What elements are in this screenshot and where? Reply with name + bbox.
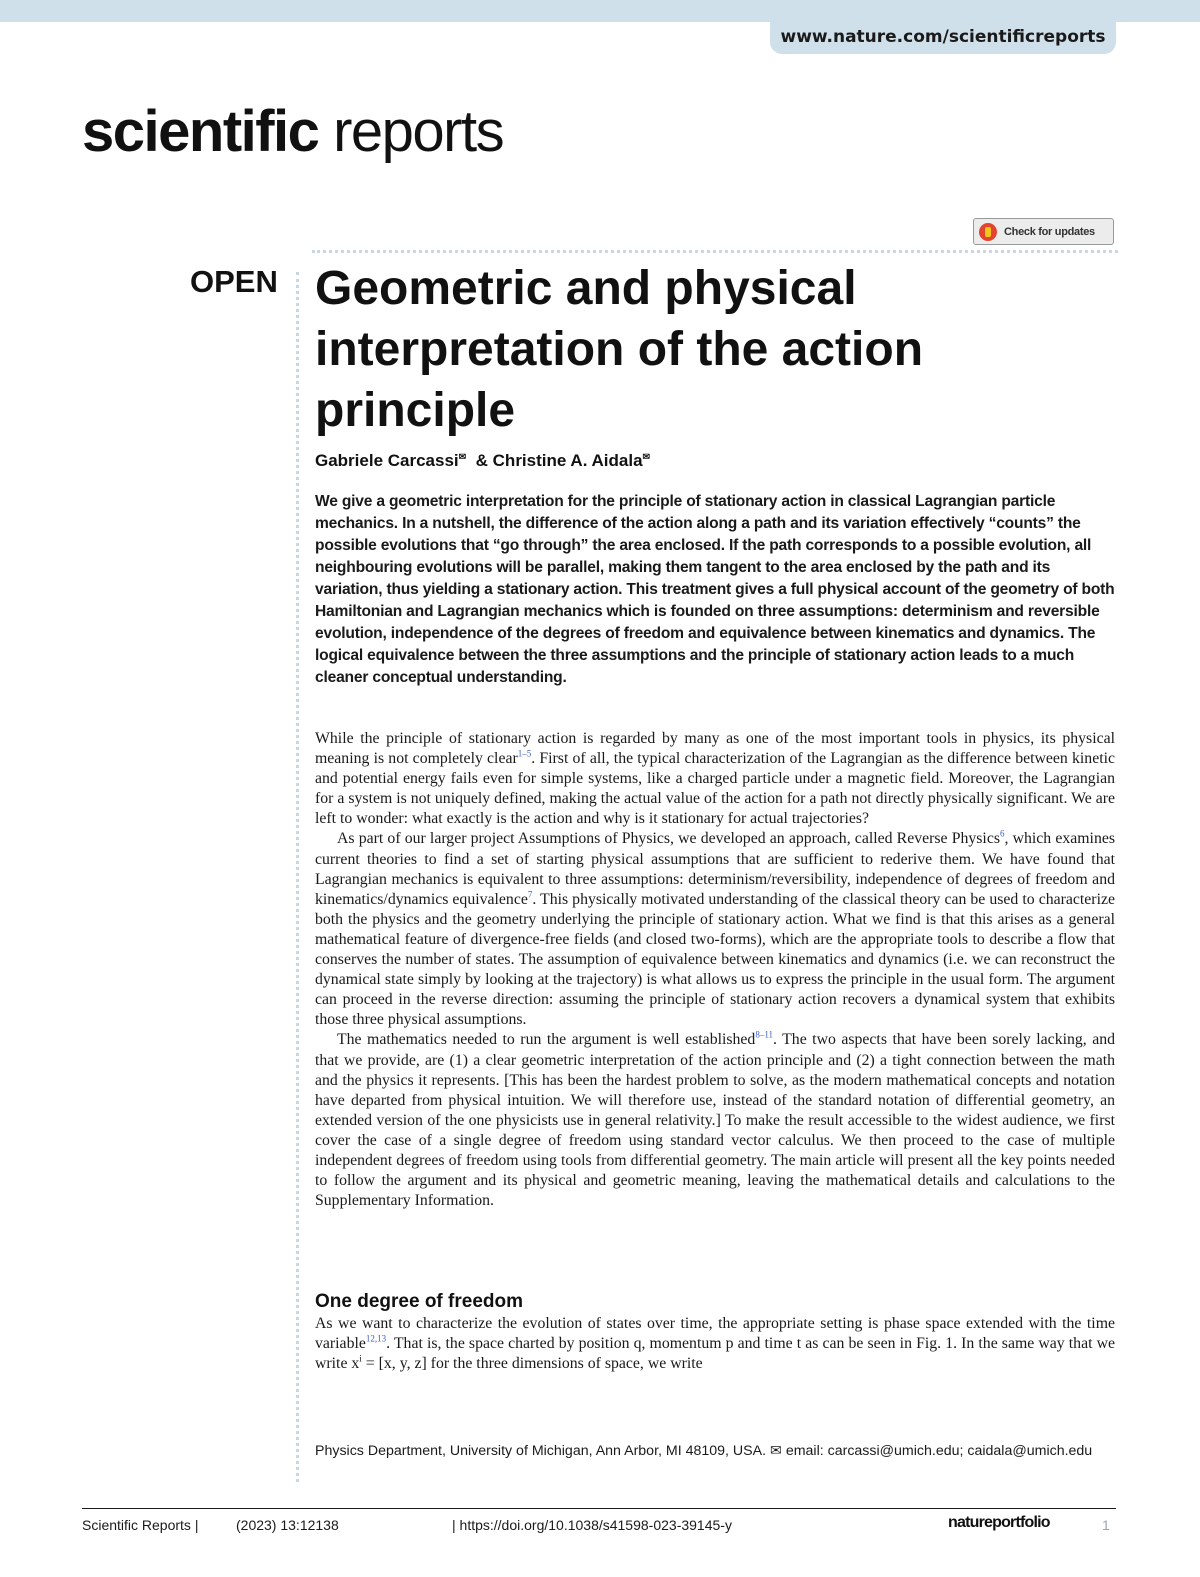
check-for-updates-button[interactable] xyxy=(973,218,1114,245)
introduction xyxy=(315,729,1115,1211)
journal-logo xyxy=(82,98,503,165)
page-number: 1 xyxy=(1102,1517,1110,1533)
text: = [x, y, z] for the three dimensions of space, we write xyxy=(361,1355,703,1373)
email-icon[interactable]: ✉ xyxy=(642,451,651,462)
text: . That is, the space charted by position q, momentum p and time t as can be seen in Fig. 1. In the same way that we write x xyxy=(315,1335,1115,1373)
dotted-rule-horizontal xyxy=(312,250,1118,253)
paragraph xyxy=(315,829,1115,1030)
text: . First of all, the typical characterization of the Lagrangian as the difference between kinetic and potential energy fails even for simple systems, like a charged particle under a magnetic field. Moreover, the Lagrangian for a system is not uniquely defined, making the actual value of the action for a path not directly physically significant. We are left to wonder: what exactly is the action and why is it stationary for actual trajectories? xyxy=(315,750,1115,828)
footer-rule xyxy=(82,1508,1116,1509)
citation-link[interactable]: 12,13 xyxy=(365,1333,387,1344)
footer-journal: Scientific Reports | xyxy=(82,1517,199,1533)
top-band xyxy=(0,0,1200,22)
text: While the principle of stationary action is regarded by many as one of the most important tools in physics, its physical meaning is not completely clear xyxy=(315,730,1115,768)
citation-link[interactable]: 8–11 xyxy=(755,1030,774,1041)
journal-url[interactable]: www.nature.com/scientificreports xyxy=(770,22,1116,54)
open-access-label: OPEN xyxy=(190,264,278,299)
section-paragraph xyxy=(315,1314,1115,1374)
text: . This physically motivated understanding of the classical theory can be used to characterize both the physics and the geometry underlying the principle of stationary action. What we find is that this arises as a general mathematical feature of divergence-free fields (and closed two-forms), which are the appropriate tools to describe a flow that conserves the number of states. The assumption of equivalence between kinematics and dynamics (i.e. we can reconstruct the dynamical state simply by looking at the trajectory) is what allows us to express the principle in the usual form. The argument can proceed in the reverse direction: assuming the principle of stationary action recovers a dynamical system that exhibits those three physical assumptions. xyxy=(315,890,1115,1029)
paragraph xyxy=(315,729,1115,829)
text: . The two aspects that have been sorely lacking, and that we provide, are (1) a clear geometric interpretation of the action principle and (2) a tight connection between the math and the physics it represents. [This has been the hardest problem to solve, as the modern mathematical concepts and notation have departed from physical intuition. We will therefore use, instead of the standard notation of differential geometry, an extended version of the one physicists use in general relativity.] To make the result accessible to the widest audience, we first cover the case of a single degree of freedom using standard vector calculus. We then proceed to the case of multiple independent degrees of freedom using tools from differential geometry. The main article will present all the key points needed to follow the argument and its physical and geometric meaning, leaving the mathematical details and calculations to the Supplementary Information. xyxy=(315,1031,1116,1210)
superscript: i xyxy=(359,1353,362,1364)
email-icon[interactable]: ✉ xyxy=(458,451,467,462)
section-heading: One degree of freedom xyxy=(315,1291,523,1312)
journal-logo-bold: scientific xyxy=(82,99,319,164)
text: The mathematics needed to run the argument is well established xyxy=(337,1031,756,1049)
author-carcassi[interactable]: Gabriele Carcassi xyxy=(315,451,459,470)
check-for-updates-label: Check for updates xyxy=(1004,225,1095,238)
publisher-logo: natureportfolio xyxy=(948,1514,1050,1531)
author-aidala[interactable]: & Christine A. Aidala xyxy=(475,451,643,470)
footer-volume: (2023) 13:12138 xyxy=(236,1517,339,1533)
citation-link[interactable]: 6 xyxy=(999,829,1005,840)
footer-doi-link[interactable]: | https://doi.org/10.1038/s41598-023-39145-y xyxy=(452,1517,732,1533)
citation-link[interactable]: 7 xyxy=(527,889,533,900)
text: , which examines current theories to find a set of starting physical assumptions that are sufficient to rederive them. We have found that Lagrangian mechanics is equivalent to three assumptions: determinism/reversibility, independence of degrees of freedom and kinematics/dynamics equivalence xyxy=(315,830,1115,908)
citation-link[interactable]: 1–5 xyxy=(517,748,532,759)
affiliation: Physics Department, University of Michigan, Ann Arbor, MI 48109, USA. ✉ email: carcassi@umich.edu; caidala@umich.edu xyxy=(315,1443,1093,1459)
dotted-rule-vertical xyxy=(296,272,299,1482)
journal-logo-light: reports xyxy=(333,99,504,164)
paragraph xyxy=(315,1030,1115,1211)
text: As part of our larger project Assumptions of Physics, we developed an approach, called Reverse Physics xyxy=(337,830,1000,848)
abstract: We give a geometric interpretation for the principle of stationary action in classical Lagrangian particle mechanics. In a nutshell, the difference of the action along a path and its variation effectively “counts” the possible evolutions that “go through” the area enclosed. If the path corresponds to a possible evolution, all neighbouring evolutions will be parallel, making them tangent to the area enclosed by the path and its variation, thus yielding a stationary action. This treatment gives a full physical account of the geometry of both Hamiltonian and Lagrangian mechanics which is founded on three assumptions: determinism and reversible evolution, independence of the degrees of freedom and equivalence between kinematics and dynamics. The logical equivalence between the three assumptions and the principle of stationary action leads to a much cleaner conceptual understanding. xyxy=(315,493,1115,686)
authors xyxy=(315,451,650,471)
crossmark-icon xyxy=(979,223,997,241)
text: As we want to characterize the evolution of states over time, the appropriate setting is phase space extended with the time variable xyxy=(315,1315,1115,1353)
article-title: Geometric and physical interpretation of the action principle xyxy=(315,262,924,437)
